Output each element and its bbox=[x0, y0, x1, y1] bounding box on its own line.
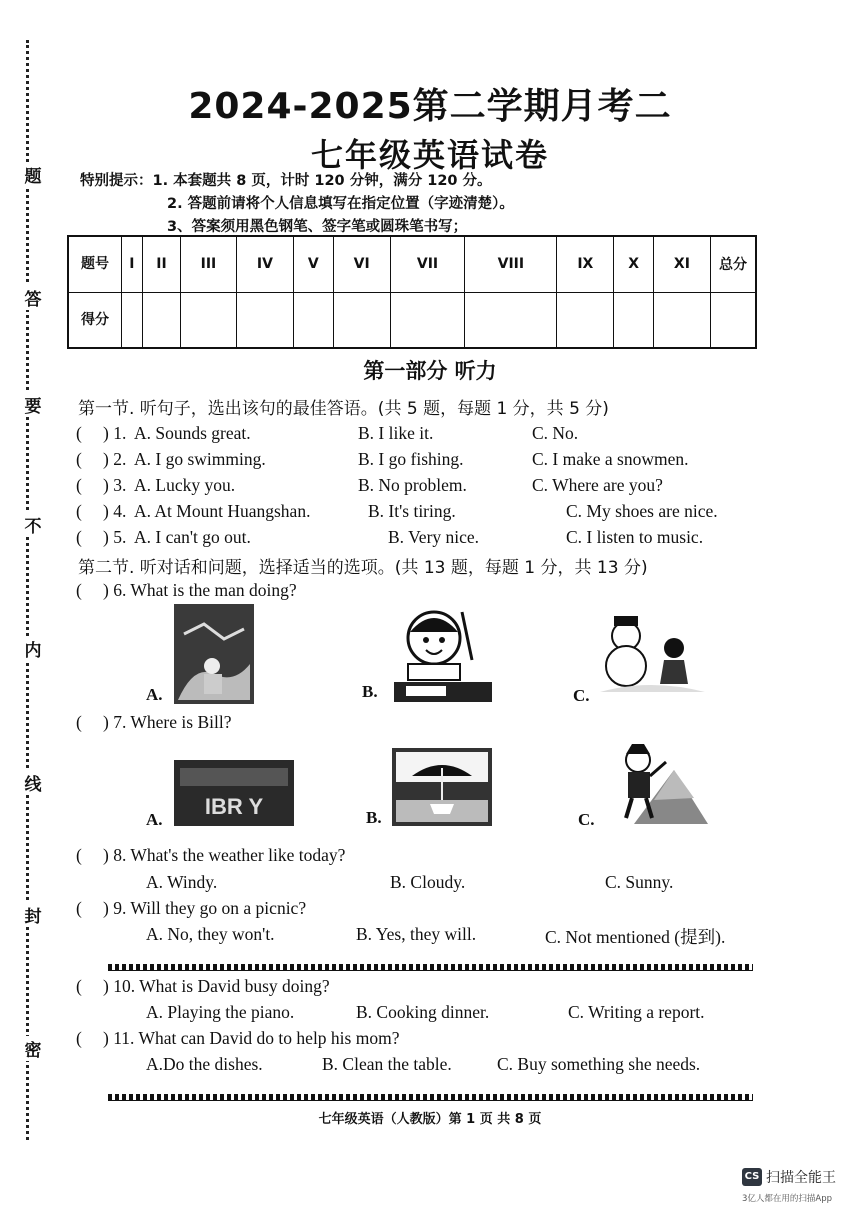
binding-char: 封 bbox=[22, 902, 44, 927]
option-b: B. Yes, they will. bbox=[356, 924, 477, 944]
binding-char: 要 bbox=[22, 392, 44, 417]
pic-label-b: B. bbox=[366, 808, 382, 827]
score-cell bbox=[236, 292, 293, 348]
binding-char: 题 bbox=[22, 162, 44, 187]
score-cell bbox=[614, 292, 654, 348]
question-11-text: ) 11. What can David do to help his mom? bbox=[103, 1028, 400, 1048]
option-a: A. I go swimming. bbox=[134, 449, 266, 469]
answer-paren[interactable]: ( bbox=[76, 423, 82, 443]
answer-paren[interactable]: ( bbox=[76, 845, 82, 865]
option-b: B. Clean the table. bbox=[322, 1054, 452, 1074]
pic-label-c: C. bbox=[573, 686, 590, 705]
col-head: VII bbox=[390, 236, 465, 292]
option-c: C. Sunny. bbox=[605, 872, 674, 892]
question-6-text: ) 6. What is the man doing? bbox=[103, 580, 297, 600]
library-sign-text: IBR Y bbox=[204, 794, 264, 819]
answer-paren[interactable]: ( bbox=[76, 527, 82, 547]
binding-char: 答 bbox=[22, 285, 44, 310]
beach-illustration bbox=[392, 748, 492, 826]
score-table-score-row bbox=[68, 292, 756, 348]
option-c: C. Not mentioned (提到). bbox=[545, 927, 726, 947]
option-a: A. I can't go out. bbox=[134, 527, 251, 547]
score-cell bbox=[653, 292, 710, 348]
wavy-divider bbox=[108, 964, 753, 971]
answer-paren[interactable]: ( bbox=[76, 976, 82, 996]
score-cell bbox=[711, 292, 757, 348]
answer-paren[interactable]: ( bbox=[76, 712, 82, 732]
binding-dotted-line bbox=[26, 40, 29, 1140]
binding-char: 线 bbox=[22, 770, 44, 795]
exam-title: 2024-2025第二学期月考二 bbox=[188, 86, 672, 127]
col-head: II bbox=[142, 236, 180, 292]
score-cell bbox=[181, 292, 237, 348]
option-c: C. I listen to music. bbox=[566, 527, 704, 547]
camscanner-logo-icon: CS bbox=[742, 1168, 762, 1186]
wavy-divider bbox=[108, 1094, 753, 1101]
special-notes bbox=[80, 170, 514, 239]
option-b: B. I go fishing. bbox=[358, 449, 464, 469]
page-footer: 七年级英语（人教版）第 1 页 共 8 页 bbox=[318, 1112, 542, 1127]
option-b: B. No problem. bbox=[358, 475, 467, 495]
pic-label-b: B. bbox=[362, 682, 378, 701]
question-number: ) 1. bbox=[103, 423, 127, 443]
section2-instruction: 第二节. 听对话和问题，选择适当的选项。(共 13 题，每题 1 分，共 13 分) bbox=[78, 558, 648, 578]
pic-label-a: A. bbox=[146, 685, 163, 704]
col-head-total: 总分 bbox=[711, 236, 757, 292]
col-head: III bbox=[181, 236, 237, 292]
option-c: C. Writing a report. bbox=[568, 1002, 705, 1022]
row-head-defen: 得分 bbox=[68, 292, 122, 348]
answer-paren[interactable]: ( bbox=[76, 501, 82, 521]
binding-char: 密 bbox=[22, 1036, 44, 1061]
col-head: V bbox=[293, 236, 333, 292]
option-a: A. Windy. bbox=[146, 872, 218, 892]
pic-label-c: C. bbox=[578, 810, 595, 829]
question-number: ) 2. bbox=[103, 449, 127, 469]
question-10-text: ) 10. What is David busy doing? bbox=[103, 976, 330, 996]
binding-char: 内 bbox=[22, 636, 44, 661]
scanner-app-name: 扫描全能王 bbox=[766, 1170, 836, 1186]
score-cell bbox=[557, 292, 614, 348]
row-head-tihao: 题号 bbox=[68, 236, 122, 292]
note-line: 2. 答题前请将个人信息填写在指定位置（字迹清楚）。 bbox=[167, 196, 514, 212]
col-head: VIII bbox=[465, 236, 557, 292]
col-head: XI bbox=[653, 236, 710, 292]
exam-subtitle: 七年级英语试卷 bbox=[310, 136, 549, 174]
making-snowman-illustration bbox=[600, 614, 705, 694]
option-c: C. Buy something she needs. bbox=[497, 1054, 701, 1074]
score-table-header-row bbox=[68, 236, 756, 292]
mountain-climbing-illustration bbox=[604, 740, 708, 824]
man-fishing-illustration bbox=[174, 604, 254, 704]
col-head: IV bbox=[236, 236, 293, 292]
answer-paren[interactable]: ( bbox=[76, 449, 82, 469]
score-cell bbox=[293, 292, 333, 348]
answer-paren[interactable]: ( bbox=[76, 1028, 82, 1048]
scanner-tagline: 3亿人都在用的扫描App bbox=[742, 1194, 833, 1204]
option-b: B. Cooking dinner. bbox=[356, 1002, 490, 1022]
score-cell bbox=[465, 292, 557, 348]
person-cooking-illustration bbox=[386, 604, 494, 704]
score-cell bbox=[142, 292, 180, 348]
question-number: ) 5. bbox=[103, 527, 127, 547]
option-b: B. Cloudy. bbox=[390, 872, 466, 892]
note-line: 特别提示：1. 本套题共 8 页，计时 120 分钟，满分 120 分。 bbox=[80, 173, 492, 189]
note-line: 3、答案须用黑色钢笔、签字笔或圆珠笔书写； bbox=[167, 219, 468, 235]
question-7-text: ) 7. Where is Bill? bbox=[103, 712, 232, 732]
score-cell bbox=[333, 292, 390, 348]
score-table bbox=[67, 235, 757, 349]
option-b: B. Very nice. bbox=[388, 527, 480, 547]
col-head: VI bbox=[333, 236, 390, 292]
library-illustration bbox=[174, 760, 294, 826]
answer-paren[interactable]: ( bbox=[76, 898, 82, 918]
option-c: C. I make a snowmen. bbox=[532, 449, 689, 469]
option-a: A. Lucky you. bbox=[134, 475, 236, 495]
option-a: A. No, they won't. bbox=[146, 924, 275, 944]
option-b: B. It's tiring. bbox=[368, 501, 456, 521]
option-a: A.Do the dishes. bbox=[146, 1054, 263, 1074]
part-title: 第一部分 听力 bbox=[363, 359, 497, 383]
score-cell bbox=[390, 292, 465, 348]
option-a: A. Sounds great. bbox=[134, 423, 251, 443]
col-head: IX bbox=[557, 236, 614, 292]
answer-paren[interactable]: ( bbox=[76, 475, 82, 495]
question-8-text: ) 8. What's the weather like today? bbox=[103, 845, 346, 865]
option-c: C. No. bbox=[532, 423, 579, 443]
option-a: A. At Mount Huangshan. bbox=[134, 501, 311, 521]
score-cell bbox=[122, 292, 143, 348]
option-c: C. Where are you? bbox=[532, 475, 663, 495]
pic-label-a: A. bbox=[146, 810, 163, 829]
question-9-text: ) 9. Will they go on a picnic? bbox=[103, 898, 307, 918]
option-b: B. I like it. bbox=[358, 423, 434, 443]
section1-instruction: 第一节. 听句子，选出该句的最佳答语。(共 5 题，每题 1 分，共 5 分) bbox=[78, 399, 609, 419]
answer-paren[interactable]: ( bbox=[76, 580, 82, 600]
option-a: A. Playing the piano. bbox=[146, 1002, 295, 1022]
col-head: X bbox=[614, 236, 654, 292]
col-head: I bbox=[122, 236, 143, 292]
binding-char: 不 bbox=[22, 512, 44, 537]
option-c: C. My shoes are nice. bbox=[566, 501, 718, 521]
question-number: ) 4. bbox=[103, 501, 127, 521]
question-number: ) 3. bbox=[103, 475, 127, 495]
